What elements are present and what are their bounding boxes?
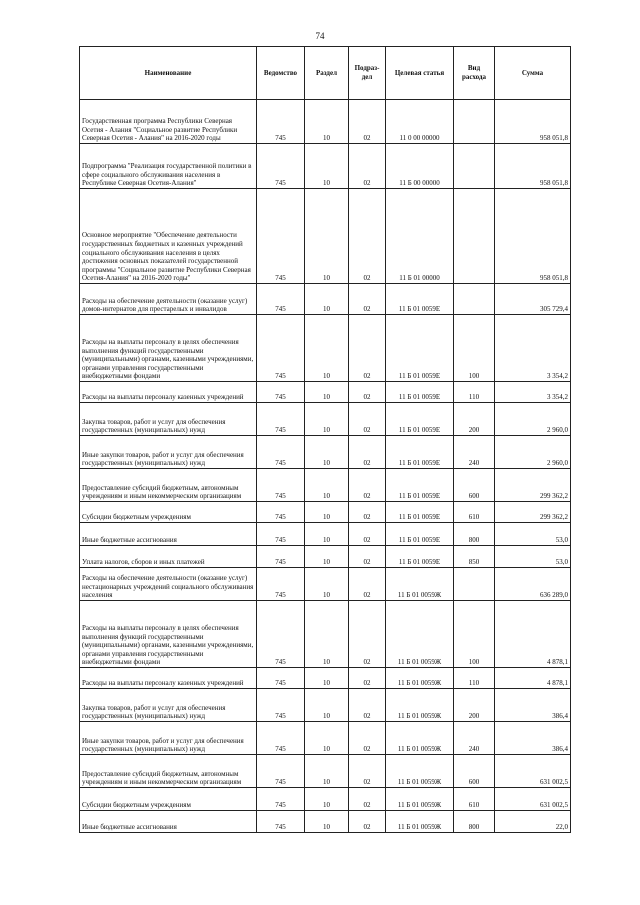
row-name-cell: Расходы на выплаты персоналу казенных учреждений (80, 382, 257, 403)
column-header-dept: Ведомство (257, 47, 305, 100)
row-dept-cell: 745 (257, 546, 305, 568)
row-name-cell: Расходы на обеспечение деятельности (оказание услуг) нестационарных учреждений социального обслуживания населения (80, 568, 257, 601)
row-section-cell: 10 (305, 811, 349, 833)
row-target-cell: 11 Б 01 0059Ж (386, 601, 454, 668)
row-target-cell: 11 Б 01 0059Е (386, 315, 454, 382)
row-dept-cell: 745 (257, 403, 305, 436)
row-section-cell: 10 (305, 755, 349, 788)
row-subsection-cell: 02 (349, 315, 386, 382)
row-name-cell: Расходы на выплаты персоналу в целях обеспечения выполнения функций государственными (муниципальными) органами, казенными учреждениями, органами управления государственными внебюджетными фондами (80, 315, 257, 382)
row-section-cell: 10 (305, 189, 349, 284)
row-name-cell: Государственная программа Республики Северная Осетия - Алания "Социальное развитие Республики Северная Осетия - Алания" на 2016-2020 годы (80, 100, 257, 144)
row-dept-cell: 745 (257, 284, 305, 315)
row-subsection-cell: 02 (349, 469, 386, 502)
row-sum-cell: 2 960,0 (495, 436, 571, 469)
row-expense-type-cell (454, 568, 495, 601)
row-name-cell: Расходы на обеспечение деятельности (оказание услуг) домов-интернатов для престарелых и инвалидов (80, 284, 257, 315)
row-dept-cell: 745 (257, 788, 305, 811)
row-name-cell: Уплата налогов, сборов и иных платежей (80, 546, 257, 568)
row-subsection-cell: 02 (349, 144, 386, 189)
table-row (80, 689, 571, 722)
row-target-cell: 11 Б 01 0059Е (386, 382, 454, 403)
row-expense-type-cell (454, 284, 495, 315)
table-row (80, 189, 571, 284)
table-row (80, 284, 571, 315)
row-subsection-cell: 02 (349, 788, 386, 811)
row-target-cell: 11 Б 01 0059Е (386, 502, 454, 523)
row-sum-cell: 631 002,5 (495, 788, 571, 811)
table-row (80, 811, 571, 833)
row-name-cell: Субсидии бюджетным учреждениям (80, 502, 257, 523)
row-section-cell: 10 (305, 315, 349, 382)
row-section-cell: 10 (305, 502, 349, 523)
row-sum-cell: 631 002,5 (495, 755, 571, 788)
row-dept-cell: 745 (257, 436, 305, 469)
row-dept-cell: 745 (257, 568, 305, 601)
row-name-cell: Закупка товаров, работ и услуг для обеспечения государственных (муниципальных) нужд (80, 689, 257, 722)
row-target-cell: 11 Б 01 0059Ж (386, 788, 454, 811)
row-section-cell: 10 (305, 523, 349, 546)
row-name-cell: Иные бюджетные ассигнования (80, 811, 257, 833)
row-dept-cell: 745 (257, 689, 305, 722)
row-subsection-cell: 02 (349, 689, 386, 722)
row-subsection-cell: 02 (349, 811, 386, 833)
row-sum-cell: 4 878,1 (495, 668, 571, 689)
row-subsection-cell: 02 (349, 382, 386, 403)
table-row (80, 568, 571, 601)
row-sum-cell: 299 362,2 (495, 502, 571, 523)
row-section-cell: 10 (305, 689, 349, 722)
row-expense-type-cell: 200 (454, 689, 495, 722)
budget-table (79, 46, 571, 833)
row-target-cell: 11 Б 00 00000 (386, 144, 454, 189)
table-row (80, 788, 571, 811)
table-row (80, 502, 571, 523)
row-name-cell: Закупка товаров, работ и услуг для обеспечения государственных (муниципальных) нужд (80, 403, 257, 436)
row-expense-type-cell: 240 (454, 722, 495, 755)
row-name-cell: Расходы на выплаты персоналу в целях обеспечения выполнения функций государственными (муниципальными) органами, казенными учреждениями, органами управления государственными внебюджетными фондами (80, 601, 257, 668)
row-dept-cell: 745 (257, 144, 305, 189)
row-sum-cell: 53,0 (495, 546, 571, 568)
row-name-cell: Подпрограмма "Реализация государственной политики в сфере социального обслуживания населения в Республике Северная Осетия-Алания" (80, 144, 257, 189)
row-sum-cell: 22,0 (495, 811, 571, 833)
table-row (80, 436, 571, 469)
table-row (80, 722, 571, 755)
row-dept-cell: 745 (257, 315, 305, 382)
row-dept-cell: 745 (257, 100, 305, 144)
table-row (80, 315, 571, 382)
row-target-cell: 11 Б 01 0059Ж (386, 811, 454, 833)
row-expense-type-cell: 600 (454, 469, 495, 502)
row-subsection-cell: 02 (349, 668, 386, 689)
row-dept-cell: 745 (257, 469, 305, 502)
row-target-cell: 11 Б 01 0059Е (386, 403, 454, 436)
row-expense-type-cell: 610 (454, 788, 495, 811)
row-sum-cell: 305 729,4 (495, 284, 571, 315)
row-subsection-cell: 02 (349, 722, 386, 755)
column-header-sum: Сумма (495, 47, 571, 100)
row-target-cell: 11 Б 01 0059Ж (386, 722, 454, 755)
row-target-cell: 11 Б 01 0059Ж (386, 755, 454, 788)
row-dept-cell: 745 (257, 811, 305, 833)
row-section-cell: 10 (305, 568, 349, 601)
row-sum-cell: 958 051,8 (495, 144, 571, 189)
row-expense-type-cell: 100 (454, 601, 495, 668)
row-target-cell: 11 Б 01 00000 (386, 189, 454, 284)
row-subsection-cell: 02 (349, 546, 386, 568)
row-name-cell: Предоставление субсидий бюджетным, автономным учреждениям и иным некоммерческим организациям (80, 469, 257, 502)
row-subsection-cell: 02 (349, 189, 386, 284)
row-expense-type-cell: 110 (454, 382, 495, 403)
row-target-cell: 11 Б 01 0059Е (386, 436, 454, 469)
row-target-cell: 11 Б 01 0059Е (386, 523, 454, 546)
row-target-cell: 11 0 00 00000 (386, 100, 454, 144)
row-subsection-cell: 02 (349, 100, 386, 144)
row-sum-cell: 386,4 (495, 689, 571, 722)
row-subsection-cell: 02 (349, 568, 386, 601)
row-name-cell: Основное мероприятие "Обеспечение деятельности государственных бюджетных и казенных учреждений социального обслуживания населения в целях достижения основных показателей государственной программы "Социальное развитие Республики Северная Осетия-Алания" на 2016-2020 годы" (80, 189, 257, 284)
row-dept-cell: 745 (257, 382, 305, 403)
row-section-cell: 10 (305, 382, 349, 403)
row-section-cell: 10 (305, 601, 349, 668)
row-subsection-cell: 02 (349, 403, 386, 436)
table-row (80, 755, 571, 788)
row-expense-type-cell: 610 (454, 502, 495, 523)
row-expense-type-cell: 800 (454, 811, 495, 833)
row-name-cell: Иные закупки товаров, работ и услуг для обеспечения государственных (муниципальных) нужд (80, 722, 257, 755)
row-expense-type-cell: 600 (454, 755, 495, 788)
row-sum-cell: 299 362,2 (495, 469, 571, 502)
row-section-cell: 10 (305, 722, 349, 755)
row-section-cell: 10 (305, 284, 349, 315)
row-dept-cell: 745 (257, 523, 305, 546)
row-expense-type-cell: 850 (454, 546, 495, 568)
row-sum-cell: 53,0 (495, 523, 571, 546)
row-section-cell: 10 (305, 436, 349, 469)
row-sum-cell: 958 051,8 (495, 189, 571, 284)
page-number: 74 (315, 31, 325, 41)
row-section-cell: 10 (305, 403, 349, 436)
row-section-cell: 10 (305, 144, 349, 189)
row-section-cell: 10 (305, 788, 349, 811)
column-header-target: Целевая статья (386, 47, 454, 100)
row-subsection-cell: 02 (349, 502, 386, 523)
row-dept-cell: 745 (257, 502, 305, 523)
row-sum-cell: 4 878,1 (495, 601, 571, 668)
row-section-cell: 10 (305, 100, 349, 144)
table-row (80, 403, 571, 436)
row-dept-cell: 745 (257, 189, 305, 284)
row-sum-cell: 3 354,2 (495, 382, 571, 403)
table-row (80, 668, 571, 689)
row-dept-cell: 745 (257, 755, 305, 788)
row-sum-cell: 386,4 (495, 722, 571, 755)
row-expense-type-cell (454, 100, 495, 144)
row-name-cell: Субсидии бюджетным учреждениям (80, 788, 257, 811)
row-sum-cell: 636 289,0 (495, 568, 571, 601)
column-header-subsection: Подраз-дел (349, 47, 386, 100)
table-row (80, 601, 571, 668)
row-sum-cell: 2 960,0 (495, 403, 571, 436)
row-subsection-cell: 02 (349, 523, 386, 546)
row-expense-type-cell: 110 (454, 668, 495, 689)
row-subsection-cell: 02 (349, 436, 386, 469)
row-subsection-cell: 02 (349, 601, 386, 668)
row-name-cell: Иные бюджетные ассигнования (80, 523, 257, 546)
row-dept-cell: 745 (257, 722, 305, 755)
column-header-expense-type: Вид расхода (454, 47, 495, 100)
row-subsection-cell: 02 (349, 284, 386, 315)
row-dept-cell: 745 (257, 601, 305, 668)
row-section-cell: 10 (305, 469, 349, 502)
row-target-cell: 11 Б 01 0059Ж (386, 689, 454, 722)
column-header-section: Раздел (305, 47, 349, 100)
row-expense-type-cell: 240 (454, 436, 495, 469)
table-header-row (80, 47, 571, 100)
table-row (80, 546, 571, 568)
row-target-cell: 11 Б 01 0059Ж (386, 568, 454, 601)
row-expense-type-cell (454, 144, 495, 189)
row-expense-type-cell (454, 189, 495, 284)
table-row (80, 100, 571, 144)
table-row (80, 469, 571, 502)
row-expense-type-cell: 200 (454, 403, 495, 436)
table-row (80, 144, 571, 189)
row-sum-cell: 958 051,8 (495, 100, 571, 144)
row-target-cell: 11 Б 01 0059Е (386, 546, 454, 568)
table-row (80, 523, 571, 546)
row-expense-type-cell: 100 (454, 315, 495, 382)
row-target-cell: 11 Б 01 0059Ж (386, 668, 454, 689)
row-name-cell: Предоставление субсидий бюджетным, автономным учреждениям и иным некоммерческим организациям (80, 755, 257, 788)
table-row (80, 382, 571, 403)
row-section-cell: 10 (305, 668, 349, 689)
row-name-cell: Расходы на выплаты персоналу казенных учреждений (80, 668, 257, 689)
row-target-cell: 11 Б 01 0059Е (386, 469, 454, 502)
column-header-name: Наименование (80, 47, 257, 100)
row-expense-type-cell: 800 (454, 523, 495, 546)
row-subsection-cell: 02 (349, 755, 386, 788)
row-sum-cell: 3 354,2 (495, 315, 571, 382)
row-name-cell: Иные закупки товаров, работ и услуг для обеспечения государственных (муниципальных) нужд (80, 436, 257, 469)
row-section-cell: 10 (305, 546, 349, 568)
row-target-cell: 11 Б 01 0059Е (386, 284, 454, 315)
row-dept-cell: 745 (257, 668, 305, 689)
